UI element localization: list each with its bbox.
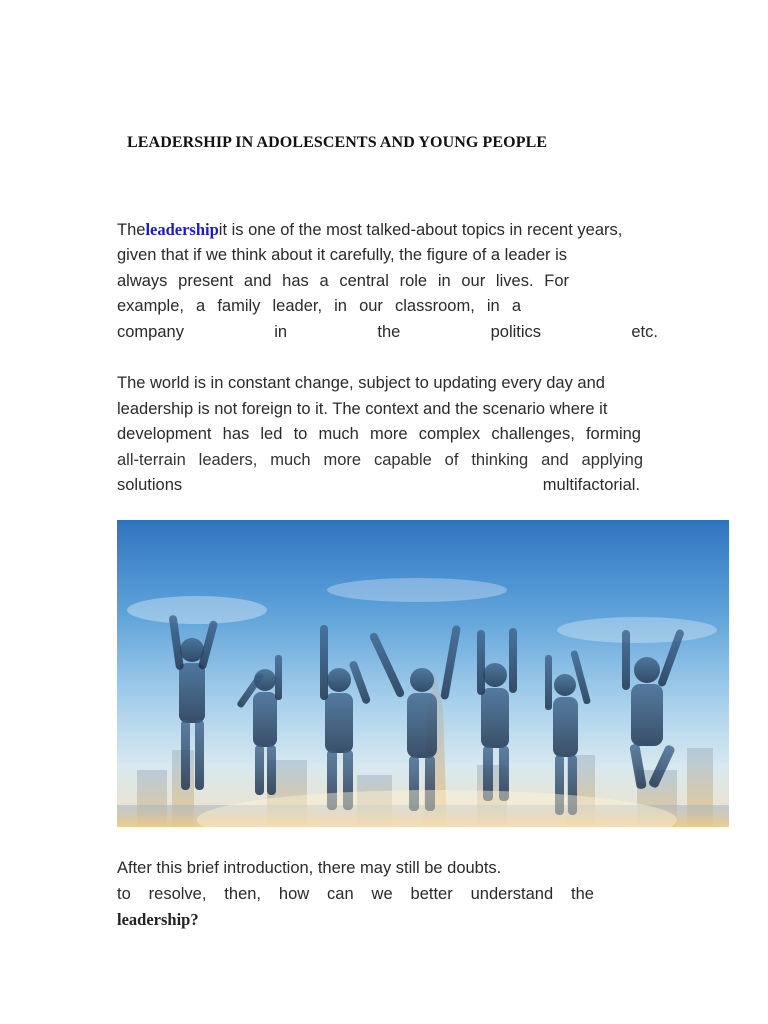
para1-line3: always present and has a central role in our lives. For: [117, 272, 569, 290]
word: in: [274, 323, 288, 341]
para1-prefix: The: [117, 221, 146, 239]
para2-line5: [117, 475, 640, 495]
keyword-leadership: leadership: [145, 220, 219, 239]
para1-line1-rest: it is one of the most talked-about topics in recent years,: [218, 221, 623, 239]
document-title: LEADERSHIP IN ADOLESCENTS AND YOUNG PEOPLE: [127, 134, 548, 151]
para2-line4: all-terrain leaders, much more capable of thinking and applying: [117, 451, 643, 469]
para2-line3: development has led to much more complex challenges, forming: [117, 425, 641, 443]
word: multifactorial.: [542, 476, 640, 494]
para3-line2: to resolve, then, how can we better understand the: [117, 885, 594, 903]
word: company: [117, 323, 184, 341]
para1-line5: [117, 322, 658, 342]
word: politics: [490, 323, 542, 341]
para1-line2-text: given that if we think about it carefully, the figure of a leader is: [117, 246, 568, 264]
word: etc.: [631, 323, 658, 341]
para3-line1: After this brief introduction, there may still be doubts.: [117, 859, 502, 877]
word: solutions: [117, 476, 183, 494]
para1-line4: example, a family leader, in our classroom, in a: [117, 297, 521, 315]
photo-illustration: [117, 520, 729, 827]
para2-line1: The world is in constant change, subject to updating every day and: [117, 374, 605, 392]
para2-line2: leadership is not foreign to it. The context and the scenario where it: [117, 400, 608, 418]
para1-line2: [117, 245, 599, 265]
jumping-people-photo: [117, 520, 729, 827]
para1-line1: [117, 220, 622, 240]
word: the: [377, 323, 401, 341]
para3-line3: leadership?: [117, 910, 199, 929]
